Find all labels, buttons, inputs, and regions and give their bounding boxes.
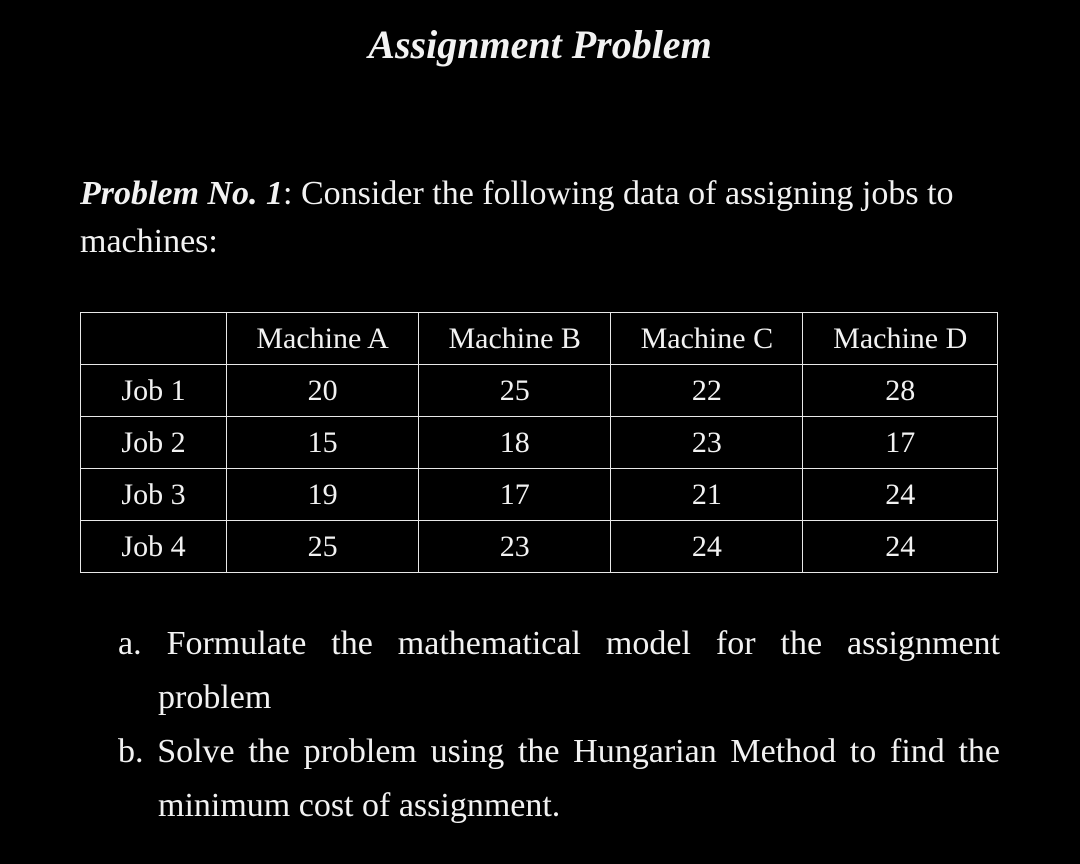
cost-cell: 25 bbox=[227, 521, 419, 573]
task-item-b: b. Solve the problem using the Hungarian Method to find the minimum cost of assignment. bbox=[118, 733, 1000, 824]
table-header-row bbox=[81, 313, 998, 365]
cost-cell: 23 bbox=[611, 417, 803, 469]
problem-statement bbox=[80, 170, 1002, 266]
header-machine-d: Machine D bbox=[803, 313, 998, 365]
job-label: Job 3 bbox=[81, 469, 227, 521]
cost-cell: 24 bbox=[803, 521, 998, 573]
cost-cell: 17 bbox=[419, 469, 611, 521]
table-row bbox=[81, 469, 998, 521]
header-machine-b: Machine B bbox=[419, 313, 611, 365]
cost-cell: 17 bbox=[803, 417, 998, 469]
cost-cell: 24 bbox=[803, 469, 998, 521]
header-machine-a: Machine A bbox=[227, 313, 419, 365]
page-title: Assignment Problem bbox=[368, 22, 712, 67]
table-row bbox=[81, 365, 998, 417]
problem-text: : Consider the following data of assigning jobs to machines: bbox=[80, 175, 954, 260]
table-row bbox=[81, 417, 998, 469]
job-label: Job 1 bbox=[81, 365, 227, 417]
cost-cell: 18 bbox=[419, 417, 611, 469]
cost-cell: 24 bbox=[611, 521, 803, 573]
job-label: Job 4 bbox=[81, 521, 227, 573]
cost-cell: 19 bbox=[227, 469, 419, 521]
cost-cell: 22 bbox=[611, 365, 803, 417]
cost-cell: 28 bbox=[803, 365, 998, 417]
job-label: Job 2 bbox=[81, 417, 227, 469]
cost-cell: 15 bbox=[227, 417, 419, 469]
cost-table bbox=[80, 312, 998, 573]
problem-label: Problem No. 1 bbox=[80, 175, 284, 212]
task-list bbox=[118, 617, 1000, 833]
cost-cell: 20 bbox=[227, 365, 419, 417]
cost-cell: 23 bbox=[419, 521, 611, 573]
cost-cell: 21 bbox=[611, 469, 803, 521]
header-machine-c: Machine C bbox=[611, 313, 803, 365]
cost-cell: 25 bbox=[419, 365, 611, 417]
table-row bbox=[81, 521, 998, 573]
header-corner-cell bbox=[81, 313, 227, 365]
task-item-a: a. Formulate the mathematical model for the assignment problem bbox=[118, 625, 1000, 716]
